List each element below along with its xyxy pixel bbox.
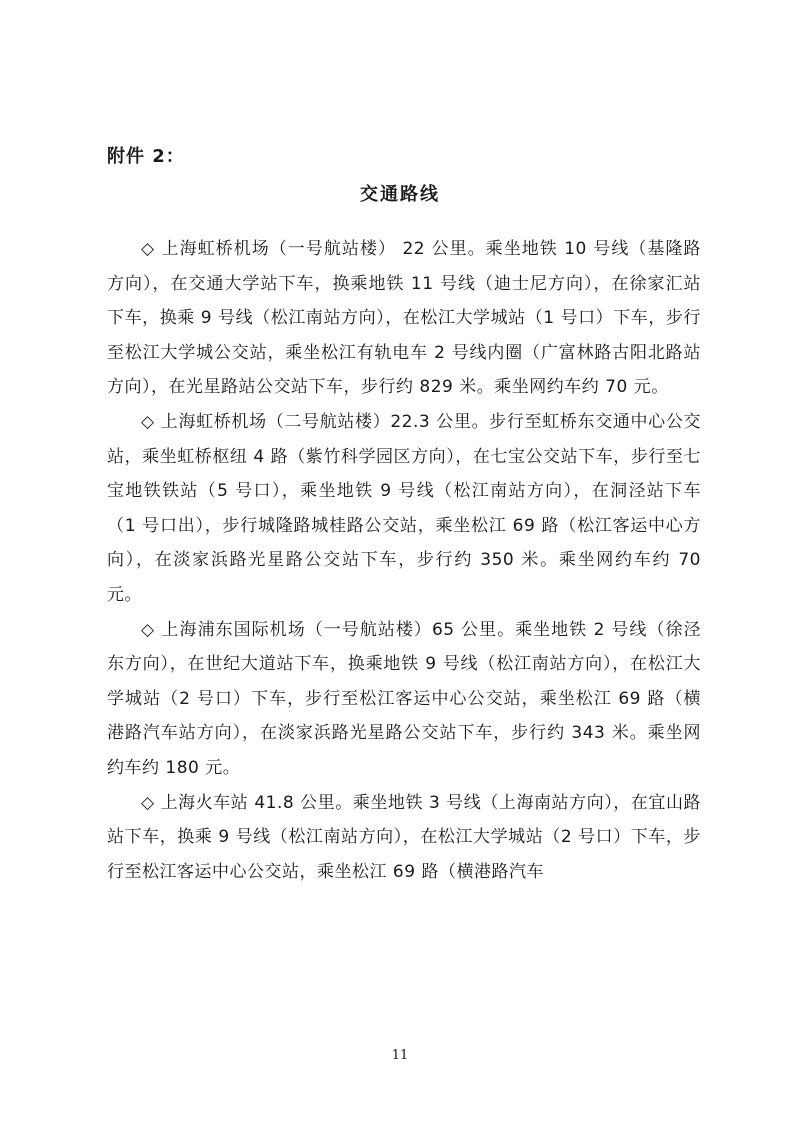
route-paragraph-hongqiao-t2: ◇ 上海虹桥机场（二号航站楼）22.3 公里。步行至虹桥东交通中心公交站，乘坐虹桥枢纽 4 路（紫竹科学园区方向），在七宝公交站下车，步行至七宝地铁铁站（5 号口），乘坐地铁 9 号线（松江南站方向），在洞泾站下车（1 号口出），步行城隆路城桂路公交站，乘坐松江 69 路（松江客运中心方向），在淡家浜路光星路公交站下车，步行约 350 米。乘坐网约车约 70 元。 [107, 411, 701, 605]
route-paragraph-pudong-t1: ◇ 上海浦东国际机场（一号航站楼）65 公里。乘坐地铁 2 号线（徐泾东方向），在世纪大道站下车，换乘地铁 9 号线（松江南站方向），在松江大学城站（2 号口）下车，步行至松江客运中心公交站，乘坐松江 69 路（横港路汽车站方向），在淡家浜路光星路公交站下车，步行约 343 米。乘坐网约车约 180 元。 [107, 619, 701, 778]
page-number: 11 [391, 1048, 409, 1063]
route-paragraph-hongqiao-t1: ◇ 上海虹桥机场（一号航站楼） 22 公里。乘坐地铁 10 号线（基隆路方向），在交通大学站下车，换乘地铁 11 号线（迪士尼方向），在徐家汇站下车，换乘 9 号线（松江南站方向），在松江大学城站（1 号口）下车，步行至松江大学城公交站，乘坐松江有轨电车 2 号线内圈（广富林路古阳北路站方向），在光星路站公交站下车，步行约 829 米。乘坐网约车约 70 元。 [107, 239, 701, 398]
routes-body [107, 232, 701, 889]
route-paragraph-railway-station: ◇ 上海火车站 41.8 公里。乘坐地铁 3 号线（上海南站方向），在宜山路站下车，换乘 9 号线（松江南站方向），在松江大学城站（2 号口）下车，步行至松江客运中心公交站，乘坐松江 69 路（横港路汽车 [107, 792, 701, 882]
attachment-label: 附件 2： [107, 146, 185, 167]
document-title: 交通路线 [360, 184, 440, 205]
